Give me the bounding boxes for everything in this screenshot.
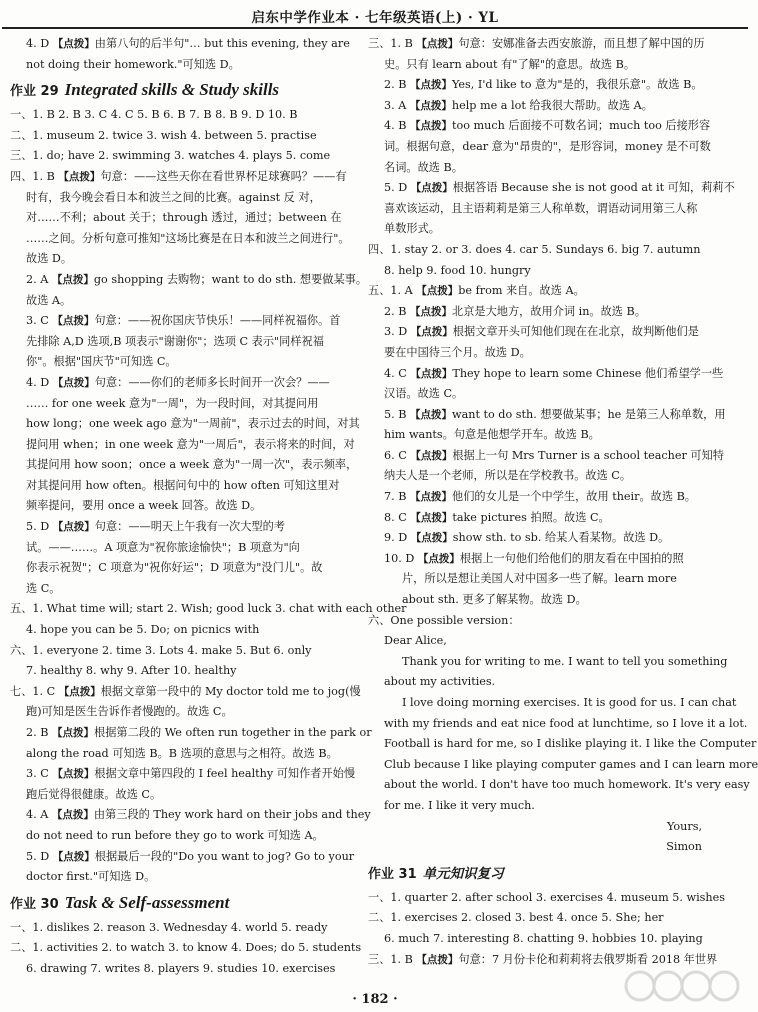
answer-text: 句意：——祝你国庆节快乐！——同样祝福你。首 [94,314,341,328]
answer-line [368,672,718,693]
answer-text: 名词。故选 B。 [384,160,463,174]
answer-text: take pictures 拍照。故选 C。 [452,510,610,524]
section-heading [10,75,360,105]
answer-line [368,817,718,838]
answer-line [368,590,718,611]
answer-line [368,178,735,199]
hint-tag: 【点拨】 [52,850,95,863]
section-number: 作业 29 [10,84,59,100]
answer-text: Football is hard for me, so I dislike playing it. I like the Computer [384,737,757,751]
answer-line [10,208,360,229]
answer-text: 对……不利；about 关于；through 透过，通过；between 在 [26,211,342,225]
answer-text: show sth. to sb. 给某人看某物。故选 D。 [452,531,670,545]
answer-text: I love doing morning exercises. It is good for us. I can chat [402,696,737,709]
hint-tag: 【点拨】 [410,511,453,524]
hint-tag: 【点拨】 [410,326,453,339]
answer-number: 2. A [26,272,52,286]
answer-text: 二、1. museum 2. twice 3. wish 4. between 5. practise [10,128,317,142]
answer-line [10,682,360,703]
answer-line [368,343,718,364]
answer-text: 试。——……。A 项意为"祝你旅途愉快"；B 项意为"向 [26,540,300,554]
section-heading [10,888,360,918]
answer-line [10,538,360,559]
answer-line [368,384,718,405]
answer-number: 5. D [26,849,53,863]
answer-line [368,714,748,735]
hint-tag: 【点拨】 [416,38,459,50]
answer-line [368,837,718,858]
answer-text: 汉语。故选 C。 [384,387,464,401]
answer-line [10,938,360,959]
answer-line [368,693,737,714]
answer-line [10,373,360,394]
answer-text: 先排除 A,D 选项,B 项表示"谢谢你"；选项 C 表示"同样祝福 [26,334,324,348]
answer-text: 片，所以是想让美国人对中国多一些了解。learn more [402,572,677,586]
header-rule [2,27,748,29]
answer-line [10,918,360,939]
answer-number: 9. D [384,531,411,545]
answer-text: 五、1. What time will; start 2. Wish; good luck 3. chat with each other [10,602,407,616]
answer-line [368,75,718,96]
answer-line [368,34,718,55]
answer-line [368,487,718,508]
answer-line [10,394,360,415]
answer-line [10,167,360,188]
hint-tag: 【点拨】 [58,685,101,698]
answer-text: about sth. 更多了解某物。故选 D。 [402,593,587,607]
answer-text: ……之间。分析句意可推知"这场比赛是在日本和波兰之间进行"。 [26,231,350,245]
answer-text: 根据答语 Because she is not good at it 可知，莉莉不 [452,181,735,195]
answer-number: 五、1. A [368,284,417,298]
answer-text: 其提问用 how soon；once a week 意为"一周一次"，表示频率， [26,458,358,472]
answer-text: 根据最后一段的"Do you want to jog? Go to your [94,849,355,863]
answer-text: 4. hope you can be 5. Do; on picnics with [26,623,260,637]
answer-text: 根据文章第一段中的 My doctor told me to jog(慢 [100,684,361,698]
answer-text: 根据文章中第四段的 I feel healthy 可知作者开始慢 [94,767,356,781]
answer-line [10,702,360,723]
answer-text: 7. healthy 8. why 9. After 10. healthy [26,664,237,678]
answer-line [10,959,360,980]
answer-line [368,219,718,240]
answer-text: 句意：安娜准备去西安旅游，而且想了解中国的历 [458,37,705,50]
hint-tag: 【点拨】 [410,79,453,92]
answer-line [368,240,718,261]
answer-text: 你"。根据"国庆节"可知选 C。 [26,355,177,369]
answer-text: how long；one week ago 意为"一周前"，表示过去的时间，对其 [26,417,360,431]
answer-line [368,158,718,179]
answer-text: 时有，我今晚会看日本和波兰之间的比赛。against 反 对， [26,190,321,204]
answer-text: 他们的女儿是一个中学生，故用 their。故选 B。 [452,490,696,504]
answer-text: 要在中国待三个月。故选 D。 [384,345,531,359]
answer-text: …… for one week 意为"一周"，为一段时间，对其提问用 [26,396,319,410]
answer-text: They hope to learn some Chinese 他们希望学一些 [452,366,724,380]
answer-number: 三、1. B [368,952,417,966]
answer-line [10,229,360,250]
answer-text: go shopping 去购物；want to do sth. 想要做某事。 [93,272,368,286]
answer-text: 单数形式。 [384,222,440,236]
answer-text: 纳夫人是一个老师，所以是在学校教书。故选 C。 [384,469,632,483]
answer-number: 8. C [384,510,411,524]
answer-line [10,867,360,888]
answer-line [10,496,360,517]
answer-line [10,764,360,785]
hint-tag: 【点拨】 [416,953,459,966]
answer-line [368,116,718,137]
answer-number: 5. D [384,181,411,195]
answer-text: 一、1. B 2. B 3. C 4. C 5. B 6. B 7. B 8. B 9. D 10. B [10,108,298,122]
hint-tag: 【点拨】 [52,376,95,389]
answer-line [368,908,718,929]
answer-line [10,744,360,765]
page-header: 启东中学作业本 · 七年级英语(上) · YL [251,10,499,26]
answer-number: 4. C [384,366,411,380]
answer-number: 5. B [384,407,411,421]
answer-text: 故选 D。 [26,252,73,266]
answer-text: 根据文章开头可知他们现在在北京，故判断他们是 [452,325,699,339]
answer-text: Yes, I'd like to 意为"是的，我很乐意"。故选 B。 [452,78,703,92]
answer-text: 由第八句的后半句"… but this evening, they are [94,37,350,50]
answer-text: 频率提问，要用 once a week 回答。故选 D。 [26,499,262,513]
answer-line [368,302,718,323]
answer-line [10,55,360,76]
answer-line [368,755,758,776]
answer-line [10,455,360,476]
answer-text: 喜欢该运动，且主语莉莉是第三人称单数，谓语动词用第三人称 [384,201,698,215]
answer-line [10,311,360,332]
answer-text: 句意：——明天上午我有一次大型的考 [94,520,285,534]
section-title: Integrated skills & Study skills [64,80,280,100]
answer-text: 你表示祝贺"；C 项意为"祝你好运"；D 项意为"没门儿"。故 [26,561,323,575]
answer-text: want to do sth. 想要做某事；he 是第三人称单数，用 [452,407,726,421]
answer-line [10,332,360,353]
answer-number: 七、1. C [10,684,59,698]
answer-number: 4. D [26,375,53,389]
answer-text: 句意：——这些天你在看世界杯足球赛吗？——有 [100,169,347,183]
answer-text: do not need to run before they go to work 可知选 A。 [26,828,324,842]
answer-text: about my activities. [384,675,496,689]
answer-line [10,620,360,641]
answer-line [10,558,360,579]
answer-line [10,34,360,55]
answer-text: 句意：7 月份卡伦和莉莉将去俄罗斯看 2018 年世界 [458,952,718,966]
answer-line [10,805,371,826]
answer-line [368,364,724,385]
hint-tag: 【点拨】 [410,120,453,133]
hint-tag: 【点拨】 [52,768,95,781]
answer-line [10,785,360,806]
answer-line [368,631,718,652]
answer-text: 6. drawing 7. writes 8. players 9. studies 10. exercises [26,961,336,975]
answer-line [368,446,724,467]
answer-line [368,405,726,426]
answer-text: 根据上一句 Mrs Turner is a school teacher 可知特 [452,448,724,462]
answer-line [368,261,718,282]
answer-text: him wants。句意是他想学开车。故选 B。 [384,428,600,442]
answer-line [10,188,360,209]
answer-text: 由第三段的 They work hard on their jobs and they [93,808,371,822]
answer-text: 四、1. stay 2. or 3. does 4. car 5. Sundays 6. big 7. autumn [368,242,701,256]
answer-line [10,414,360,435]
answer-number: 4. A [26,808,52,822]
answer-line [368,611,718,632]
answer-number: 5. D [26,520,53,534]
answer-number: 四、1. B [10,169,59,183]
answer-text: be from 来自。故选 A。 [458,284,585,298]
answer-text: help me a lot 给我很大帮助。故选 A。 [451,98,653,112]
answer-line [10,579,360,600]
answer-text: Club because I like playing computer games and I can learn more [384,757,758,771]
answer-number: 2. B [384,78,411,92]
answer-line [368,425,718,446]
answer-line [10,105,360,126]
answer-number: 10. D [384,551,418,565]
answer-line [10,291,360,312]
answer-line [368,888,725,909]
answer-text: 句意：——你们的老师多长时间开一次会？—— [94,375,330,389]
answer-number: 6. C [384,448,411,462]
answer-number: 2. B [26,726,53,739]
answer-text: 北京是大地方，故用介词 in。故选 B。 [452,304,646,318]
answer-number: 3. D [384,325,411,339]
answer-text: along the road 可知选 B。B 选项的意思与之相符。故选 B。 [26,746,338,760]
hint-tag: 【点拨】 [410,532,453,545]
answer-text: 二、1. activities 2. to watch 3. to know 4. Does; do 5. students [10,941,362,955]
answer-line [368,322,718,343]
answer-number: 3. C [26,314,53,328]
answer-line [368,796,718,817]
answer-line [10,847,360,868]
hint-tag: 【点拨】 [410,491,453,504]
hint-tag: 【点拨】 [51,273,94,286]
answer-line [10,126,360,147]
answer-text: 根据上一句他们给他们的朋友看在中国拍的照 [459,551,684,565]
answer-number: 2. B [384,304,411,318]
answer-text: 跑后觉得很健康。故选 C。 [26,787,162,801]
answer-line [368,569,718,590]
answer-text: 故选 A。 [26,293,72,307]
answer-line [10,435,360,456]
hint-tag: 【点拨】 [410,305,453,318]
answer-text: Simon [666,840,702,854]
answer-line [10,723,372,744]
answer-text: Yours, [667,819,702,833]
answer-text: 提问用 when；in one week 意为"一周后"，表示将来的时间，对 [26,437,355,451]
answer-text: 六、One possible version： [368,613,520,627]
answer-line [10,641,360,662]
answer-line [10,476,360,497]
answer-text: about the world. I don't have too much homework. It's very easy [384,778,750,792]
answer-line [368,528,718,549]
answer-text: not doing their homework."可知选 D。 [26,57,240,71]
section-number: 作业 31 [368,866,417,882]
answer-line [368,199,718,220]
hint-tag: 【点拨】 [410,449,453,462]
answer-number: 三、1. B [368,37,417,50]
answer-text: 六、1. everyone 2. time 3. Lots 4. make 5. But 6. only [10,643,312,657]
section-title: Task & Self-assessment [64,892,230,912]
answer-line [368,508,718,529]
answer-number: 7. B [384,490,411,504]
watermark-logo [622,968,742,1008]
answer-text: 一、1. quarter 2. after school 3. exercises 4. museum 5. wishes [368,890,725,904]
section-number: 作业 30 [10,896,59,912]
answer-line [368,281,718,302]
answer-text: doctor first."可知选 D。 [26,870,156,884]
answer-text: too much 后面接不可数名词；much too 后接形容 [452,119,711,133]
answer-text: 选 C。 [26,581,61,595]
hint-tag: 【点拨】 [409,99,452,112]
answer-line [10,517,360,538]
answer-line [368,652,728,673]
answer-number: 3. A [384,98,410,112]
answer-line [368,55,718,76]
answer-line [368,137,718,158]
answer-text: 二、1. exercises 2. closed 3. best 4. once 5. She; her [368,911,664,925]
answer-text: with my friends and eat nice food at lunchtime, so I love it a lot. [384,716,748,730]
hint-tag: 【点拨】 [52,521,95,534]
answer-text: Thank you for writing to me. I want to tell you something [402,654,728,668]
hint-tag: 【点拨】 [410,367,453,380]
answer-line [10,599,407,620]
hint-tag: 【点拨】 [416,285,459,298]
answer-line [368,734,757,755]
answer-text: 词。根据句意，dear 意为"昂贵的"，是形容词，money 是不可数 [384,139,711,153]
right-column [368,34,758,970]
answer-text: 跑)可知是医生告诉作者慢跑的。故选 C。 [26,705,233,719]
hint-tag: 【点拨】 [417,552,460,565]
answer-line [10,661,360,682]
answer-text: 8. help 9. food 10. hungry [384,263,531,277]
answer-text: 史。只有 learn about 有"了解"的意思。故选 B。 [384,57,636,71]
answer-line [368,929,718,950]
answer-text: for me. I like it very much. [384,798,535,812]
hint-tag: 【点拨】 [410,408,453,421]
answer-line [368,775,750,796]
section-heading [368,858,718,888]
answer-text: 6. much 7. interesting 8. chatting 9. hobbies 10. playing [384,931,703,945]
hint-tag: 【点拨】 [52,315,95,328]
answer-number: 4. D [26,37,53,50]
hint-tag: 【点拨】 [51,809,94,822]
answer-text: 根据第二段的 We often run together in the park or [94,726,372,739]
answer-text: 一、1. dislikes 2. reason 3. Wednesday 4. world 5. ready [10,920,328,934]
answer-number: 4. B [384,119,411,133]
page-number: · 182 · [352,992,398,1007]
answer-line [10,826,360,847]
answer-line [10,249,360,270]
hint-tag: 【点拨】 [52,727,95,739]
hint-tag: 【点拨】 [58,170,101,183]
answer-line [10,146,360,167]
section-title: 单元知识复习 [422,865,504,882]
hint-tag: 【点拨】 [52,38,95,50]
hint-tag: 【点拨】 [410,182,453,195]
answer-line [368,96,718,117]
answer-line [368,466,718,487]
answer-line [10,352,360,373]
answer-number: 3. C [26,767,53,781]
answer-text: Dear Alice, [384,634,447,648]
answer-line [368,549,718,570]
answer-text: 三、1. do; have 2. swimming 3. watches 4. plays 5. come [10,149,331,163]
answer-line [10,270,368,291]
answer-text: 对其提问用 how often。根据问句中的 how often 可知这里对 [26,478,340,492]
